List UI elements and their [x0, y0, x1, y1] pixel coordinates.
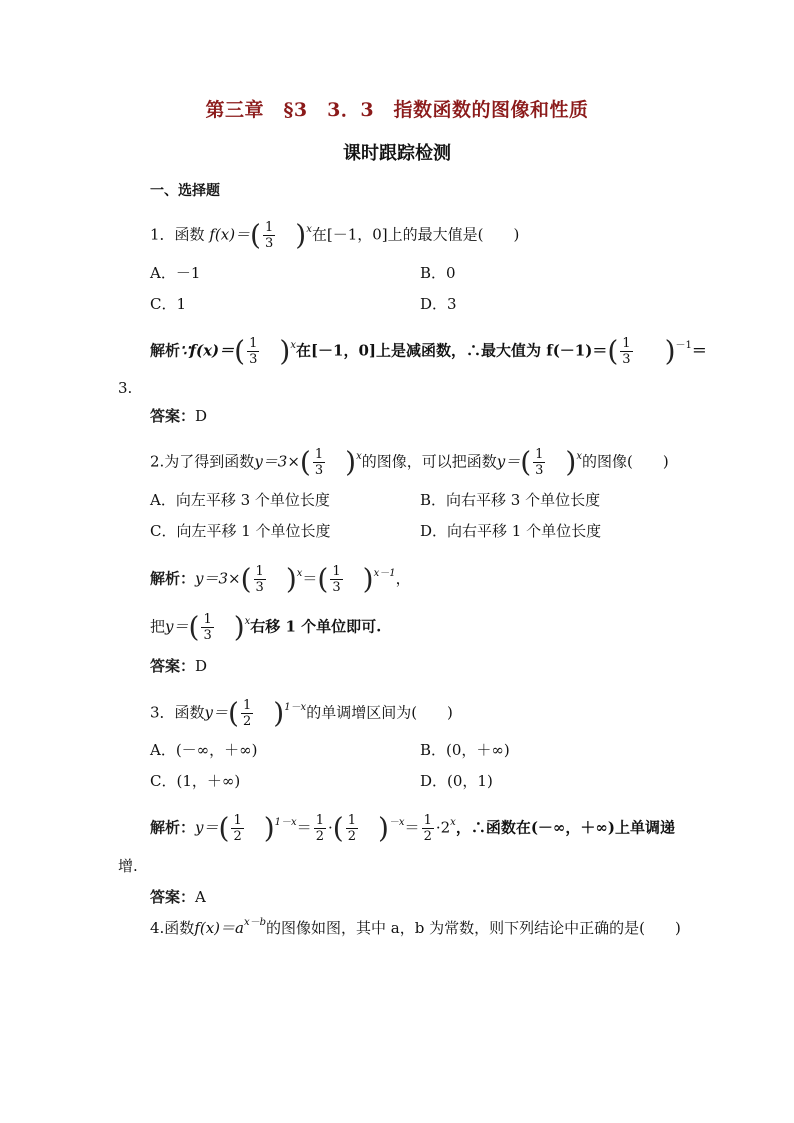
q3-option-c: C．(1，＋∞) [150, 772, 241, 790]
q2-answer: 答案：D [150, 657, 208, 675]
q1-fraction: $\frac{1}{3}$ [264, 220, 274, 251]
q1-option-c: C．1 [150, 295, 187, 313]
q1-suffix: 在[－1，0]上的最大值是( ) [311, 225, 520, 244]
q2-solution: 解析：y＝3×( $\frac{1}{3}$ )$^x$＝( $\frac{1}{3}$ )$^{x-1}$， [150, 562, 411, 596]
question-3: 3．函数y＝( $\frac{1}{2}$ )$^{1-x}$的单调增区间为( ) [150, 696, 453, 730]
question-1: 1．函数 f(x)＝( $\frac{1}{3}$ )$^x$在[－1，0]上的最大值是( ) [150, 218, 520, 252]
question-2: 2.为了得到函数y＝3×( $\frac{1}{3}$ )$^x$的图像，可以把函数y＝( $\frac{1}{3}$ )$^x$的图像( ) [150, 445, 669, 479]
q1-function: f(x)＝ [209, 225, 251, 244]
q1-answer: 答案：D [150, 407, 208, 425]
q2-answer-value: D [195, 657, 208, 675]
q3-solution: 解析：y＝( $\frac{1}{2}$ )$^{1-x}$＝ $\frac{1}{2}$ ·( $\frac{1}{2}$ )$^{-x}$＝ $\frac{1}{2}$ $\cdot 2^x$，∴函数在(－∞，＋∞)上单调递 [150, 811, 675, 845]
q3-option-b: B．(0，＋∞) [420, 741, 510, 759]
q1-option-b: B．0 [420, 264, 456, 282]
q1-option-d: D．3 [420, 295, 457, 313]
q2-option-b: B．向右平移 3 个单位长度 [420, 491, 601, 509]
question-4: 4.函数$f(x)=a^{x-b}$的图像如图，其中 a，b 为常数，则下列结论中正确的是( ) [150, 917, 681, 937]
page-subtitle: 课时跟踪检测 [343, 143, 451, 164]
q1-exponent: x [306, 223, 312, 235]
q3-answer-value: A [195, 888, 206, 906]
q3-solution-wrap: 增. [118, 857, 138, 875]
q1-solution-label: 解析 [150, 341, 181, 360]
q1-prefix: 1．函数 [150, 225, 205, 244]
q2-option-c: C．向左平移 1 个单位长度 [150, 522, 331, 540]
section-heading: 一、选择题 [150, 183, 220, 199]
q2-solution-line2: 把y＝( $\frac{1}{3}$ )$^x$右移 1 个单位即可. [150, 610, 382, 644]
q3-option-a: A．(－∞，＋∞) [150, 741, 258, 759]
q1-solution: 解析∵f(x)＝( $\frac{1}{3}$ )$^x$在[－1，0]上是减函数，∴最大值为 f(－1)＝( $\frac{1}{3}$ )$^{-1}$＝ [150, 334, 707, 368]
q1-solution-wrap: 3. [118, 379, 133, 397]
page-title: 第三章 §3 3．3 指数函数的图像和性质 [205, 99, 589, 121]
q1-answer-value: D [195, 407, 208, 425]
q1-option-a: A．－1 [150, 264, 201, 282]
q3-answer: 答案：A [150, 888, 206, 906]
q3-option-d: D．(0，1) [420, 772, 493, 790]
q2-option-d: D．向右平移 1 个单位长度 [420, 522, 602, 540]
q2-option-a: A．向左平移 3 个单位长度 [150, 491, 330, 509]
